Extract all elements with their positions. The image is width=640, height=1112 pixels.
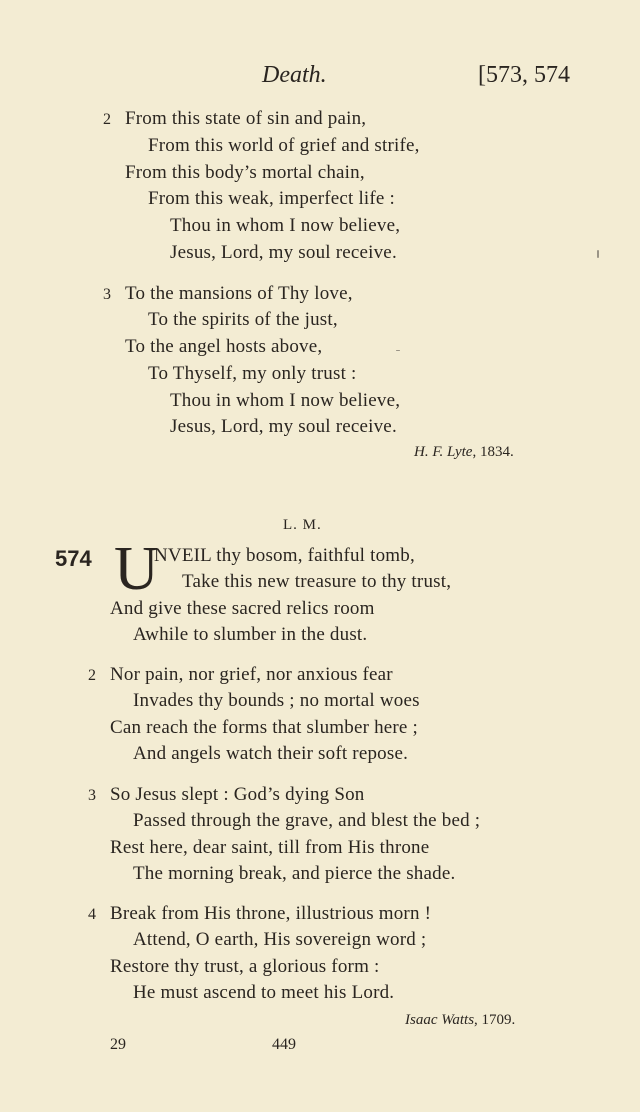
- verse-line: The morning break, and pierce the shade.: [133, 863, 456, 884]
- verse-line: He must ascend to meet his Lord.: [133, 982, 395, 1003]
- verse-line: Thou in whom I now believe,: [170, 215, 401, 236]
- page-number: 449: [272, 1036, 296, 1053]
- verse-line: So Jesus slept : God’s dying Son: [110, 784, 365, 805]
- verse-line: Can reach the forms that slumber here ;: [110, 717, 418, 738]
- signature-mark: 29: [110, 1036, 126, 1053]
- verse-line: Jesus, Lord, my soul receive.: [170, 242, 397, 263]
- verse-line: To the spirits of the just,: [148, 309, 338, 330]
- stanza-number: 2: [103, 111, 111, 128]
- verse-line: Nor pain, nor grief, nor anxious fear: [110, 664, 393, 685]
- verse-line: Break from His throne, illustrious morn !: [110, 903, 432, 924]
- verse-line: And give these sacred relics room: [110, 598, 375, 619]
- author-attribution: [405, 1012, 515, 1029]
- scan-speck: [597, 250, 599, 258]
- verse-line: Attend, O earth, His sovereign word ;: [133, 929, 427, 950]
- verse-line: Passed through the grave, and blest the bed ;: [133, 810, 481, 831]
- header-hymn-numbers: [573, 574: [478, 62, 570, 88]
- stanza-number: 2: [88, 667, 96, 684]
- verse-line: Thou in whom I now believe,: [170, 390, 401, 411]
- author-year: , 1834.: [472, 444, 514, 460]
- verse-line: NVEIL thy bosom, faithful tomb,: [154, 545, 415, 566]
- stanza-number: 4: [88, 906, 96, 923]
- verse-line: And angels watch their soft repose.: [133, 743, 409, 764]
- author-year: , 1709.: [474, 1012, 516, 1028]
- author-name: H. F. Lyte: [414, 444, 473, 460]
- verse-line: To the mansions of Thy love,: [125, 283, 353, 304]
- verse-line: Take this new treasure to thy trust,: [182, 571, 452, 592]
- running-title: Death.: [262, 62, 327, 88]
- verse-line: Invades thy bounds ; no mortal woes: [133, 690, 420, 711]
- hymn-number: 574: [55, 546, 92, 571]
- stanza-number: 3: [103, 286, 111, 303]
- verse-line: From this state of sin and pain,: [125, 108, 367, 129]
- verse-line: From this world of grief and strife,: [148, 135, 420, 156]
- verse-line: Rest here, dear saint, till from His throne: [110, 837, 430, 858]
- verse-line: To the angel hosts above,: [125, 336, 323, 357]
- drop-cap: U: [114, 535, 159, 603]
- author-name: Isaac Watts: [405, 1012, 475, 1028]
- verse-line: Jesus, Lord, my soul receive.: [170, 416, 397, 437]
- verse-line: Awhile to slumber in the dust.: [133, 624, 368, 645]
- stanza-number: 3: [88, 787, 96, 804]
- author-attribution: [414, 444, 514, 461]
- verse-line: From this body’s mortal chain,: [125, 162, 365, 183]
- meter-label: L. M.: [283, 517, 322, 533]
- scan-speck: [396, 350, 400, 351]
- verse-line: Restore thy trust, a glorious form :: [110, 956, 380, 977]
- verse-line: From this weak, imperfect life :: [148, 188, 395, 209]
- verse-line: To Thyself, my only trust :: [148, 363, 357, 384]
